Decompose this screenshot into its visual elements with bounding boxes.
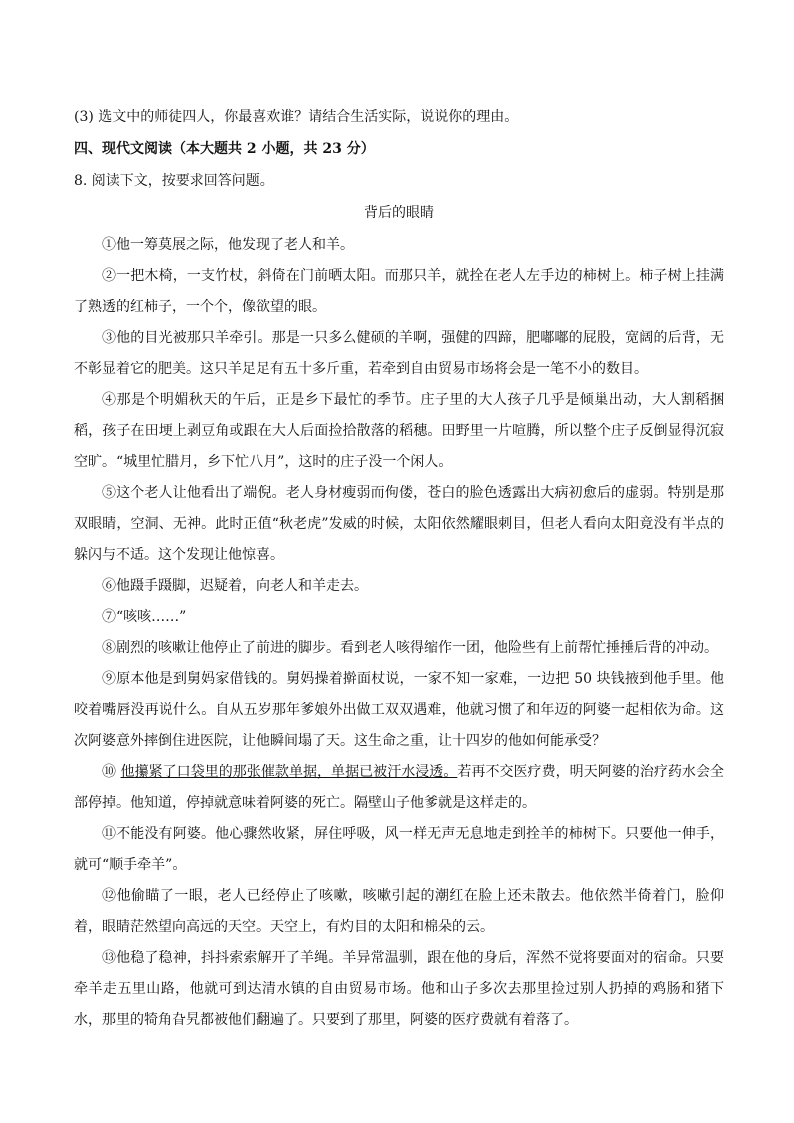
paragraph-2: ②一把木椅，一支竹杖，斜倚在门前晒太阳。而那只羊，就拴在老人左手边的柿树上。柿子树上挂满了熟透的红柿子，一个个，像欲望的眼。: [74, 268, 724, 315]
article-title: 背后的眼睛: [364, 205, 434, 221]
section-4-heading: 四、现代文阅读（本大题共 2 小题，共 23 分）: [74, 141, 375, 157]
paragraph-10-number: ⑩: [102, 764, 121, 780]
paragraph-6: ⑥他蹑手蹑脚，迟疑着，向老人和羊走去。: [102, 578, 368, 594]
paragraph-5: ⑤这个老人让他看出了端倪。老人身材瘦弱而佝偻，苍白的脸色透露出大病初愈后的虚弱。特别是那双眼睛，空洞、无神。此时正值“秋老虎”发威的时候，太阳依然耀眼刺目，但老人看向太阳竟没有半点的躲闪与不适。这个发现让他惊喜。: [74, 485, 724, 563]
paragraph-10-rest: 若再不交医疗费，明天阿婆的治疗药水会全部停掉。他知道，停掉就意味着阿婆的死亡。隔壁山子他爹就是这样走的。: [74, 764, 725, 811]
question-8-intro: 8. 阅读下文，按要求回答问题。: [74, 173, 274, 189]
paragraph-9: ⑨原本他是到舅妈家借钱的。舅妈操着擀面杖说，一家不知一家难，一边把 50 块钱掖到他手里。他咬着嘴唇没再说什么。自从五岁那年爹娘外出做工双双遇难，他就习惯了和年迈的阿婆一起相依为命。这次阿婆意外摔倒住进医院，让他瞬间塌了天。这生命之重，让十四岁的他如何能承受？: [74, 671, 724, 749]
paragraph-7: ⑦“咳咳……”: [102, 609, 187, 625]
paragraph-10-underlined-sentence: 他攥紧了口袋里的那张催款单据，单据已被汗水浸透。: [120, 764, 458, 780]
paragraph-11: ⑪不能没有阿婆。他心骤然收紧，屏住呼吸，风一样无声无息地走到拴羊的柿树下。只要他一伸手，就可“顺手牵羊”。: [74, 826, 724, 873]
paragraph-1: ①他一筹莫展之际，他发现了老人和羊。: [102, 237, 354, 253]
paragraph-4: ④那是个明媚秋天的午后，正是乡下最忙的季节。庄子里的大人孩子几乎是倾巢出动，大人割稻捆稻，孩子在田埂上剥豆角或跟在大人后面捡拾散落的稻穗。田野里一片喧腾，所以整个庄子反倒显得沉寂空旷。“城里忙腊月，乡下忙八月”，这时的庄子没一个闲人。: [74, 392, 724, 470]
paragraph-13: ⑬他稳了稳神，抖抖索索解开了羊绳。羊异常温驯，跟在他的身后，浑然不觉将要面对的宿命。只要牵羊走五里山路，他就可到达清水镇的自由贸易市场。他和山子多次去那里捡过别人扔掉的鸡肠和猪下水，那里的犄角旮旯都被他们翻遍了。只要到了那里，阿婆的医疗费就有着落了。: [74, 950, 724, 1028]
question-3: (3) 选文中的师徒四人，你最喜欢谁？请结合生活实际，说说你的理由。: [74, 109, 519, 125]
document-content: [74, 102, 724, 1036]
paragraph-10: [74, 757, 724, 819]
paragraph-12: ⑫他偷瞄了一眼，老人已经停止了咳嗽，咳嗽引起的潮红在脸上还未散去。他依然半倚着门，脸仰着，眼睛茫然望向高远的天空。天空上，有灼目的太阳和棉朵的云。: [74, 888, 724, 935]
paragraph-3: ③他的目光被那只羊牵引。那是一只多么健硕的羊啊，强健的四蹄，肥嘟嘟的屁股，宽阔的后背，无不彰显着它的肥美。这只羊足足有五十多斤重，若牵到自由贸易市场将会是一笔不小的数目。: [74, 330, 724, 377]
paragraph-8: ⑧剧烈的咳嗽让他停止了前进的脚步。看到老人咳得缩作一团，他险些有上前帮忙捶捶后背的冲动。: [102, 640, 718, 656]
